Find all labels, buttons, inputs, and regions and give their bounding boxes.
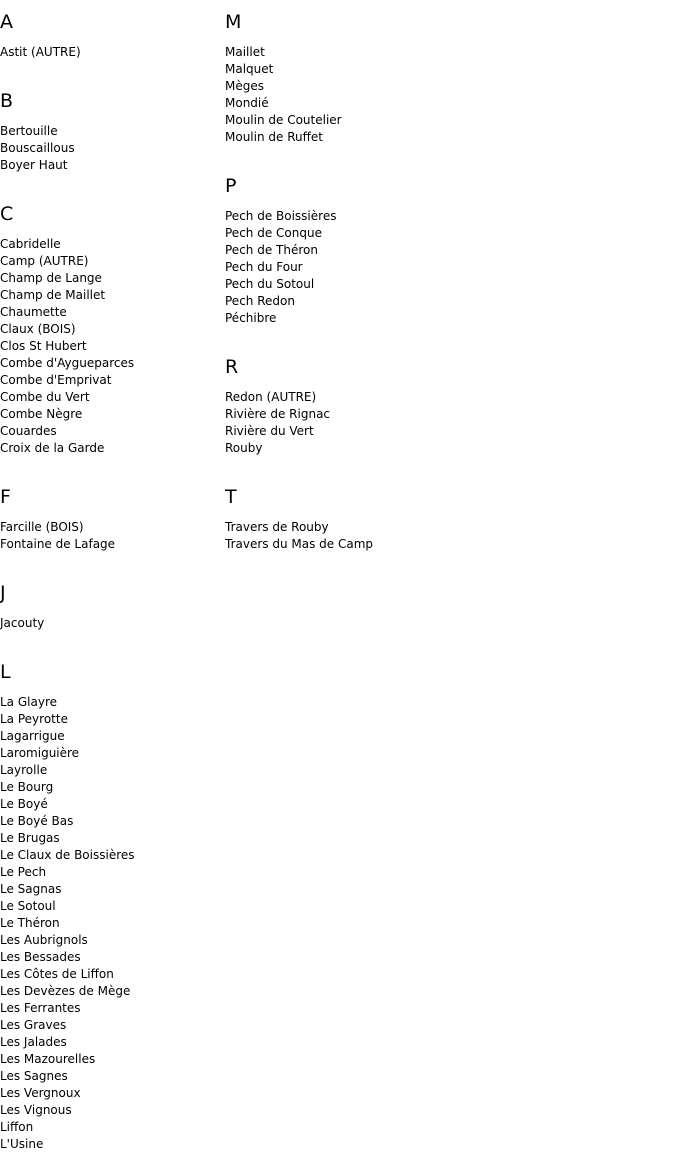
place-link-pechibre[interactable]: Péchibre — [225, 311, 277, 325]
letter-heading: A — [0, 11, 13, 33]
place-link-les-jalades[interactable]: Les Jalades — [0, 1035, 67, 1049]
place-link-les-aubrignols[interactable]: Les Aubrignols — [0, 933, 88, 947]
place-link-couardes[interactable]: Couardes — [0, 424, 57, 438]
place-list — [225, 44, 665, 146]
place-list — [0, 519, 224, 553]
place-list — [0, 236, 224, 457]
place-list — [0, 123, 224, 174]
letter-heading: R — [225, 356, 239, 378]
place-link-chaumette[interactable]: Chaumette — [0, 305, 67, 319]
letter-heading: B — [0, 90, 14, 112]
place-link-combe-negre[interactable]: Combe Nègre — [0, 407, 83, 421]
place-link-farcille-bois[interactable]: Farcille (BOIS) — [0, 520, 84, 534]
place-link-clos-st-hubert[interactable]: Clos St Hubert — [0, 339, 87, 353]
place-link-layrolle[interactable]: Layrolle — [0, 763, 48, 777]
place-link-pech-de-theron[interactable]: Pech de Théron — [225, 243, 318, 257]
place-link-les-sagnes[interactable]: Les Sagnes — [0, 1069, 68, 1083]
letter-heading: L — [0, 661, 11, 683]
place-link-moulin-de-coutelier[interactable]: Moulin de Coutelier — [225, 113, 342, 127]
place-link-croix-de-la-garde[interactable]: Croix de la Garde — [0, 441, 105, 455]
place-link-pech-du-four[interactable]: Pech du Four — [225, 260, 303, 274]
place-link-le-boye-bas[interactable]: Le Boyé Bas — [0, 814, 74, 828]
place-list — [225, 389, 665, 457]
place-link-champ-de-lange[interactable]: Champ de Lange — [0, 271, 102, 285]
place-link-combe-d-emprivat[interactable]: Combe d'Emprivat — [0, 373, 112, 387]
letter-group-r — [225, 345, 665, 457]
place-list — [0, 694, 224, 1153]
place-link-les-vignous[interactable]: Les Vignous — [0, 1103, 72, 1117]
letter-group-p — [225, 164, 665, 327]
place-link-riviere-du-vert[interactable]: Rivière du Vert — [225, 424, 314, 438]
place-link-cabridelle[interactable]: Cabridelle — [0, 237, 61, 251]
letter-heading: F — [0, 486, 11, 508]
place-link-lagarrigue[interactable]: Lagarrigue — [0, 729, 65, 743]
place-list — [225, 519, 665, 553]
letter-heading: M — [225, 11, 242, 33]
place-link-le-bourg[interactable]: Le Bourg — [0, 780, 54, 794]
letter-group-f — [0, 475, 224, 553]
letter-heading: C — [0, 203, 14, 225]
place-link-mondie[interactable]: Mondié — [225, 96, 269, 110]
place-link-camp-autre[interactable]: Camp (AUTRE) — [0, 254, 89, 268]
place-link-liffon[interactable]: Liffon — [0, 1120, 34, 1134]
letter-group-c — [0, 192, 224, 457]
place-link-riviere-de-rignac[interactable]: Rivière de Rignac — [225, 407, 331, 421]
place-link-les-vergnoux[interactable]: Les Vergnoux — [0, 1086, 81, 1100]
place-link-jacouty[interactable]: Jacouty — [0, 616, 45, 630]
place-link-le-claux-de-boissieres[interactable]: Le Claux de Boissières — [0, 848, 135, 862]
place-link-rouby[interactable]: Rouby — [225, 441, 263, 455]
place-link-pech-de-conque[interactable]: Pech de Conque — [225, 226, 322, 240]
place-link-bertouille[interactable]: Bertouille — [0, 124, 58, 138]
place-link-pech-redon[interactable]: Pech Redon — [225, 294, 295, 308]
place-link-moulin-de-ruffet[interactable]: Moulin de Ruffet — [225, 130, 323, 144]
place-link-champ-de-maillet[interactable]: Champ de Maillet — [0, 288, 106, 302]
letter-group-m — [225, 0, 665, 146]
place-link-claux-bois[interactable]: Claux (BOIS) — [0, 322, 76, 336]
place-link-fontaine-de-lafage[interactable]: Fontaine de Lafage — [0, 537, 116, 551]
place-link-astit-autre[interactable]: Astit (AUTRE) — [0, 45, 81, 59]
place-link-pech-du-sotoul[interactable]: Pech du Sotoul — [225, 277, 315, 291]
letter-heading: P — [225, 175, 237, 197]
place-link-bouscaillous[interactable]: Bouscaillous — [0, 141, 75, 155]
place-link-le-brugas[interactable]: Le Brugas — [0, 831, 60, 845]
letter-heading: J — [0, 582, 6, 604]
letter-group-t — [225, 475, 665, 553]
place-link-le-pech[interactable]: Le Pech — [0, 865, 47, 879]
place-list — [0, 615, 224, 632]
left-column — [0, 0, 224, 1171]
place-link-maillet[interactable]: Maillet — [225, 45, 265, 59]
letter-group-j — [0, 571, 224, 632]
place-link-les-mazourelles[interactable]: Les Mazourelles — [0, 1052, 96, 1066]
place-link-redon-autre[interactable]: Redon (AUTRE) — [225, 390, 317, 404]
letter-group-l — [0, 650, 224, 1153]
place-link-le-sotoul[interactable]: Le Sotoul — [0, 899, 56, 913]
place-link-le-boye[interactable]: Le Boyé — [0, 797, 48, 811]
place-link-le-theron[interactable]: Le Théron — [0, 916, 60, 930]
place-link-les-devezes-de-mege[interactable]: Les Devèzes de Mège — [0, 984, 131, 998]
place-link-combe-d-aygueparces[interactable]: Combe d'Aygueparces — [0, 356, 135, 370]
letter-group-a — [0, 0, 224, 61]
letter-heading: T — [225, 486, 237, 508]
place-link-la-glayre[interactable]: La Glayre — [0, 695, 57, 709]
place-link-pech-de-boissieres[interactable]: Pech de Boissières — [225, 209, 337, 223]
place-link-le-sagnas[interactable]: Le Sagnas — [0, 882, 62, 896]
place-link-l-usine[interactable]: L'Usine — [0, 1137, 44, 1151]
place-link-travers-du-mas-de-camp[interactable]: Travers du Mas de Camp — [225, 537, 374, 551]
place-link-les-cotes-de-liffon[interactable]: Les Côtes de Liffon — [0, 967, 114, 981]
place-link-les-bessades[interactable]: Les Bessades — [0, 950, 81, 964]
place-link-travers-de-rouby[interactable]: Travers de Rouby — [225, 520, 329, 534]
place-link-les-graves[interactable]: Les Graves — [0, 1018, 67, 1032]
right-column — [225, 0, 665, 571]
place-list — [0, 44, 224, 61]
place-list — [225, 208, 665, 327]
place-link-laromiguiere[interactable]: Laromiguière — [0, 746, 80, 760]
place-link-meges[interactable]: Mèges — [225, 79, 264, 93]
place-link-la-peyrotte[interactable]: La Peyrotte — [0, 712, 68, 726]
place-link-malquet[interactable]: Malquet — [225, 62, 274, 76]
letter-group-b — [0, 79, 224, 174]
place-link-les-ferrantes[interactable]: Les Ferrantes — [0, 1001, 81, 1015]
place-link-combe-du-vert[interactable]: Combe du Vert — [0, 390, 90, 404]
place-link-boyer-haut[interactable]: Boyer Haut — [0, 158, 68, 172]
